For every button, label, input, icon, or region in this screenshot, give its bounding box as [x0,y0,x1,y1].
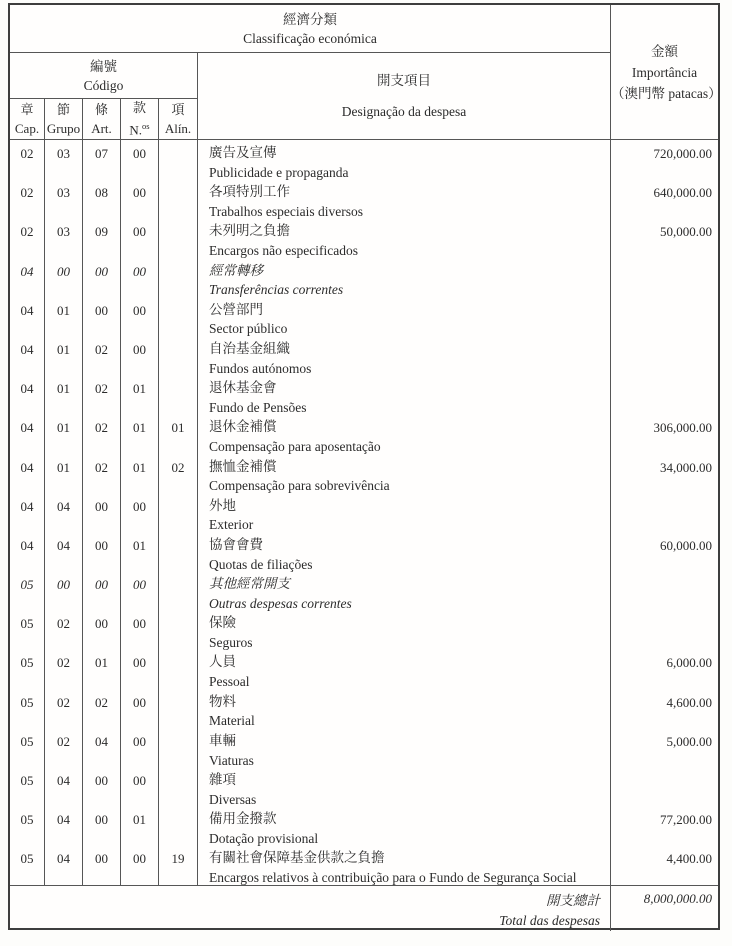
code-n-cell: 00 [121,258,159,297]
designation-pt: Viaturas [209,752,254,768]
designation-pt: Publicidade e propaganda [209,164,349,180]
code-alin-cell [159,258,197,297]
code-art-cell: 00 [83,806,121,845]
code-alin-cell [159,297,197,336]
code-cap-cell: 04 [10,258,45,297]
code-alin-cell [159,493,197,532]
code-cap-cell: 02 [10,218,45,257]
code-cap-cell: 04 [10,297,45,336]
amount-cell: 4,400.00 [610,845,718,884]
designation-cell [197,610,610,649]
amount-cell: 5,000.00 [610,728,718,767]
code-grupo-cell: 01 [45,336,83,375]
code-alin-cell: 19 [171,851,185,867]
code-alin-cell [159,571,197,610]
designation-cell [197,258,610,297]
code-n-cell: 00 [121,767,159,806]
code-grupo-cell: 01 [45,414,83,453]
code-grupo-cell: 04 [45,806,83,845]
code-n-cell: 00 [121,179,159,218]
header-designation-pt: Designação da despesa [341,103,467,119]
designation-zh: 協會會費 [209,536,263,552]
header-designation-zh: 開支項目 [377,72,431,88]
header-code-pt: Código [83,77,124,93]
code-art-cell: 00 [83,845,121,884]
designation-pt: Encargos não especificados [209,243,358,259]
code-art-cell: 02 [83,454,121,493]
code-art-cell: 08 [83,179,121,218]
subheader-art-zh: 條 [94,102,108,117]
code-alin-cell [159,140,197,179]
designation-cell [197,649,610,688]
amount-cell: 6,000.00 [610,649,718,688]
designation-cell [197,493,610,532]
code-grupo-cell: 02 [45,689,83,728]
code-cap-cell: 04 [10,336,45,375]
designation-zh: 其他經常開支 [209,576,290,592]
code-art-cell: 02 [83,689,121,728]
designation-zh: 各項特別工作 [209,184,290,200]
designation-zh: 車輛 [209,732,236,748]
code-n-cell: 00 [121,689,159,728]
code-art-cell: 00 [83,532,121,571]
designation-cell [197,532,610,571]
code-art-cell: 01 [83,649,121,688]
code-alin-cell [159,610,197,649]
code-cap-cell: 05 [10,571,45,610]
expense-table [8,3,720,930]
header-economic-classification-pt: Classificação económica [243,30,377,46]
code-alin-cell [159,689,197,728]
designation-pt: Sector público [209,321,288,337]
header-amount-zh: 金額 [651,43,678,59]
code-alin-cell [159,218,197,257]
header-economic-classification-zh: 經濟分類 [283,11,337,27]
designation-cell [197,297,610,336]
code-art-cell: 00 [83,297,121,336]
code-grupo-cell: 04 [45,845,83,884]
subheader-cap-pt: Cap. [14,121,40,136]
designation-cell [197,414,610,453]
code-grupo-cell: 03 [45,179,83,218]
amount-cell [610,610,718,649]
code-art-cell: 00 [83,571,121,610]
code-n-cell: 01 [121,532,159,571]
subheader-art-pt: Art. [91,121,112,136]
designation-cell [197,140,610,179]
total-row-amount: 8,000,000.00 [610,885,718,931]
designation-cell [197,375,610,414]
code-grupo-cell: 02 [45,649,83,688]
code-alin-cell [159,728,197,767]
header-amount-pt: Importância [631,64,698,80]
code-cap-cell: 05 [10,728,45,767]
amount-cell [610,375,718,414]
code-n-cell: 00 [121,218,159,257]
designation-cell [197,689,610,728]
code-alin-cell [159,336,197,375]
header-designation [197,53,610,140]
code-art-cell: 02 [83,336,121,375]
subheader-n [121,99,159,140]
amount-cell [610,297,718,336]
code-n-cell: 01 [121,454,159,493]
header-code [10,53,197,99]
code-grupo-cell: 03 [45,140,83,179]
code-art-cell: 04 [83,728,121,767]
subheader-cap-zh: 章 [20,102,34,117]
code-n-cell: 00 [121,649,159,688]
code-art-cell: 00 [83,767,121,806]
subheader-art [83,99,121,140]
designation-cell [197,845,610,884]
header-amount [610,5,722,140]
code-n-cell: 00 [121,493,159,532]
designation-zh: 雜項 [209,772,236,787]
amount-cell [610,258,718,297]
amount-cell: 720,000.00 [610,140,718,179]
header-code-zh: 編號 [90,58,117,74]
amount-cell: 34,000.00 [610,454,718,493]
code-art-cell: 09 [83,218,121,257]
designation-cell [197,179,610,218]
subheader-grupo [45,99,83,140]
code-cap-cell: 04 [10,532,45,571]
code-grupo-cell: 02 [45,728,83,767]
designation-pt: Compensação para sobrevivência [209,478,390,494]
designation-cell [197,806,610,845]
designation-pt: Quotas de filiações [209,556,313,572]
header-economic-classification [10,5,610,53]
designation-zh: 物料 [209,693,236,709]
code-grupo-cell: 04 [45,767,83,806]
code-n-cell: 01 [121,375,159,414]
total-row-label [10,885,610,931]
code-art-cell: 02 [83,375,121,414]
code-art-cell: 07 [83,140,121,179]
amount-cell: 306,000.00 [610,414,718,453]
code-alin-cell [159,375,197,414]
designation-zh: 有關社會保障基金供款之負擔 [209,850,385,866]
code-grupo-cell: 00 [45,258,83,297]
code-cap-cell: 05 [10,767,45,806]
designation-cell [197,336,610,375]
designation-zh: 保險 [209,615,236,631]
code-n-cell: 00 [121,140,159,179]
code-cap-cell: 05 [10,649,45,688]
code-cap-cell: 05 [10,610,45,649]
code-alin-cell [159,532,197,571]
code-art-cell: 00 [83,258,121,297]
designation-cell [197,767,610,806]
code-n-cell: 00 [121,571,159,610]
designation-pt: Seguros [209,634,253,650]
code-cap-cell: 02 [10,140,45,179]
code-alin-cell: 02 [171,459,185,475]
subheader-alin-zh: 項 [171,102,185,117]
designation-pt: Diversas [209,791,257,807]
code-n-cell: 01 [121,806,159,845]
code-cap-cell: 05 [10,806,45,845]
code-grupo-cell: 03 [45,218,83,257]
designation-zh: 外地 [209,497,236,513]
designation-pt: Material [209,713,255,729]
designation-pt: Exterior [209,517,254,533]
code-cap-cell: 04 [10,454,45,493]
code-cap-cell: 05 [10,689,45,728]
subheader-n-zh: 款 [132,100,146,116]
subheader-n-pt: N.$^{os}$ [129,121,150,138]
designation-zh: 退休金補償 [209,419,277,435]
code-cap-cell: 04 [10,414,45,453]
header-amount-currency: （澳門幣 patacas） [611,85,722,101]
subheader-grupo-zh: 節 [56,102,70,117]
code-cap-cell: 02 [10,179,45,218]
designation-pt: Compensação para aposentação [209,439,381,455]
code-grupo-cell: 01 [45,297,83,336]
designation-pt: Pessoal [209,674,250,690]
designation-pt: Outras despesas correntes [209,595,352,611]
designation-cell [197,728,610,767]
designation-cell [197,571,610,610]
designation-pt: Encargos relativos à contribuição para o Fundo de Segurança Social [209,870,577,886]
code-grupo-cell: 04 [45,493,83,532]
code-grupo-cell: 00 [45,571,83,610]
designation-pt: Transferências correntes [209,282,344,298]
designation-cell [197,454,610,493]
amount-cell: 50,000.00 [610,218,718,257]
designation-zh: 備用金撥款 [209,811,277,827]
designation-zh: 未列明之負擔 [209,223,290,239]
code-cap-cell: 05 [10,845,45,884]
designation-zh: 經常轉移 [209,262,263,278]
code-grupo-cell: 04 [45,532,83,571]
subheader-alin [159,99,197,140]
amount-cell [610,336,718,375]
designation-pt: Fundo de Pensões [209,399,307,415]
code-grupo-cell: 01 [45,454,83,493]
code-art-cell: 02 [83,414,121,453]
amount-cell: 77,200.00 [610,806,718,845]
amount-cell: 4,600.00 [610,689,718,728]
total-label-zh: 開支總計 [546,892,600,908]
amount-cell: 60,000.00 [610,532,718,571]
subheader-cap [10,99,45,140]
designation-cell [197,218,610,257]
amount-cell: 640,000.00 [610,179,718,218]
total-label-pt: Total das despesas [499,912,600,928]
designation-zh: 退休基金會 [209,380,277,396]
code-cap-cell: 04 [10,375,45,414]
designation-zh: 自治基金組織 [209,340,290,356]
code-art-cell: 00 [83,493,121,532]
designation-zh: 廣告及宣傳 [209,145,277,160]
code-n-cell: 01 [121,414,159,453]
designation-pt: Trabalhos especiais diversos [209,203,363,219]
code-n-cell: 00 [121,610,159,649]
code-grupo-cell: 01 [45,375,83,414]
designation-pt: Dotação provisional [209,830,319,846]
code-alin-cell [159,649,197,688]
designation-pt: Fundos autónomos [209,360,312,376]
code-n-cell: 00 [121,728,159,767]
code-n-cell: 00 [121,297,159,336]
designation-zh: 人員 [209,654,236,670]
code-cap-cell: 04 [10,493,45,532]
subheader-grupo-pt: Grupo [46,121,81,136]
amount-cell [610,767,718,806]
code-alin-cell [159,767,197,806]
code-alin-cell: 01 [171,420,185,436]
code-n-cell: 00 [121,845,159,884]
code-art-cell: 00 [83,610,121,649]
amount-cell [610,571,718,610]
amount-cell [610,493,718,532]
code-grupo-cell: 02 [45,610,83,649]
code-n-cell: 00 [121,336,159,375]
designation-zh: 撫恤金補償 [209,458,277,474]
code-alin-cell [159,179,197,218]
code-alin-cell [159,806,197,845]
subheader-alin-pt: Alín. [164,121,192,136]
designation-zh: 公營部門 [209,301,263,317]
